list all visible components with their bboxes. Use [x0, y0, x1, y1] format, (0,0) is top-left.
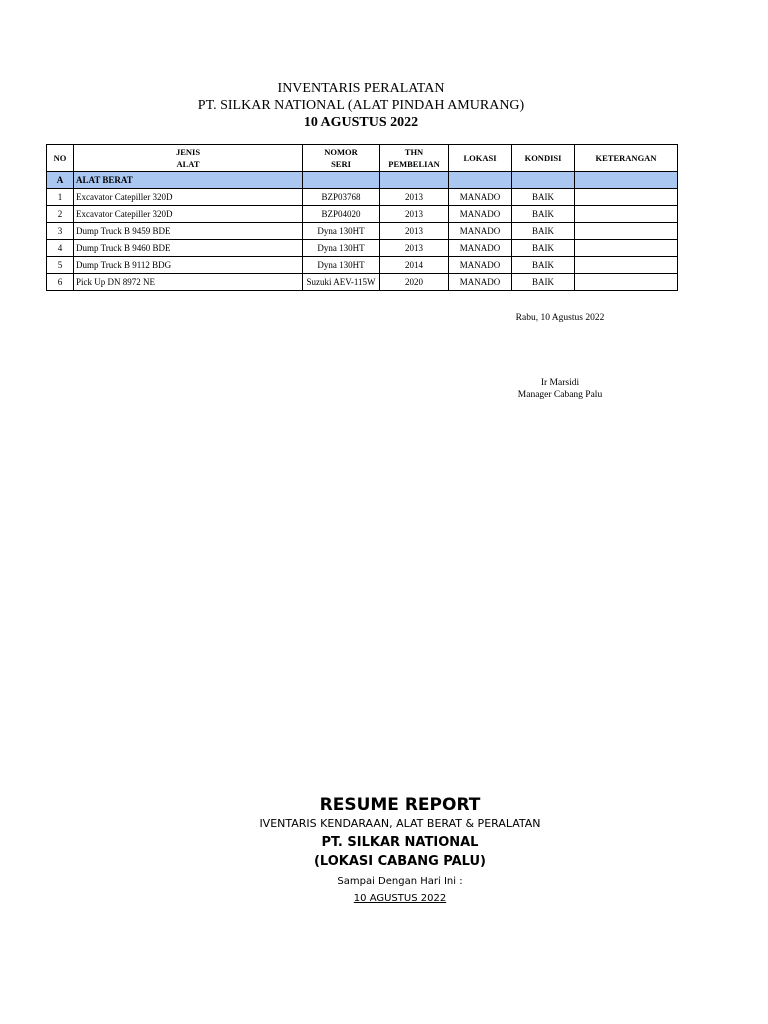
- cell-keterangan: [575, 240, 678, 257]
- document-title-block: [0, 80, 722, 131]
- cell-tahun: 2013: [380, 189, 449, 206]
- cell-no: 3: [47, 223, 74, 240]
- cell-jenis: Pick Up DN 8972 NE: [74, 274, 303, 291]
- col-header-tahun-line2: PEMBELIAN: [388, 159, 440, 169]
- resume-company: PT. SILKAR NATIONAL: [321, 835, 479, 850]
- cell-kondisi: BAIK: [512, 274, 575, 291]
- section-empty-cell: [575, 172, 678, 189]
- document-date: 10 AGUSTUS 2022: [303, 115, 419, 130]
- signature-block: [480, 377, 640, 401]
- cell-tahun: 2013: [380, 206, 449, 223]
- cell-lokasi: MANADO: [449, 274, 512, 291]
- cell-tahun: 2014: [380, 257, 449, 274]
- cell-tahun: 2020: [380, 274, 449, 291]
- col-header-nomor-line1: NOMOR: [324, 147, 358, 157]
- cell-jenis: Excavator Catepiller 320D: [74, 206, 303, 223]
- section-empty-cell: [380, 172, 449, 189]
- cell-kondisi: BAIK: [512, 189, 575, 206]
- col-header-kondisi: KONDISI: [512, 145, 575, 172]
- section-empty-cell: [512, 172, 575, 189]
- cell-keterangan: [575, 223, 678, 240]
- cell-no: 5: [47, 257, 74, 274]
- col-header-jenis-line1: JENIS: [175, 147, 201, 157]
- resume-date: 10 AGUSTUS 2022: [353, 893, 447, 904]
- cell-seri: Dyna 130HT: [303, 240, 380, 257]
- cell-kondisi: BAIK: [512, 240, 575, 257]
- col-header-jenis-line2: ALAT: [176, 159, 200, 169]
- signatory-name: Ir Marsidi: [540, 378, 580, 388]
- cell-lokasi: MANADO: [449, 189, 512, 206]
- resume-date-wrap: [0, 892, 768, 906]
- inventory-table: [46, 144, 678, 291]
- cell-no: 1: [47, 189, 74, 206]
- cell-seri: Dyna 130HT: [303, 223, 380, 240]
- cell-kondisi: BAIK: [512, 257, 575, 274]
- col-header-tahun: [380, 145, 449, 172]
- cell-kondisi: BAIK: [512, 206, 575, 223]
- cell-tahun: 2013: [380, 223, 449, 240]
- company-subtitle: PT. SILKAR NATIONAL (ALAT PINDAH AMURANG): [197, 98, 525, 113]
- cell-keterangan: [575, 274, 678, 291]
- cell-seri: BZP04020: [303, 206, 380, 223]
- cell-seri: Dyna 130HT: [303, 257, 380, 274]
- section-empty-cell: [303, 172, 380, 189]
- cell-jenis: Excavator Catepiller 320D: [74, 189, 303, 206]
- col-header-tahun-line1: THN: [404, 147, 424, 157]
- resume-subtitle: IVENTARIS KENDARAAN, ALAT BERAT & PERALATAN: [259, 817, 541, 830]
- table-row: [47, 240, 678, 257]
- col-header-jenis: [74, 145, 303, 172]
- cell-jenis: Dump Truck B 9112 BDG: [74, 257, 303, 274]
- col-header-lokasi: LOKASI: [449, 145, 512, 172]
- cell-lokasi: MANADO: [449, 223, 512, 240]
- cell-no: 2: [47, 206, 74, 223]
- section-row: [47, 172, 678, 189]
- section-code: A: [47, 172, 74, 189]
- resume-until-label: Sampai Dengan Hari Ini :: [337, 876, 463, 887]
- cell-keterangan: [575, 189, 678, 206]
- resume-report-block: [0, 795, 768, 906]
- signatory-position: Manager Cabang Palu: [517, 390, 603, 400]
- cell-lokasi: MANADO: [449, 257, 512, 274]
- cell-lokasi: MANADO: [449, 240, 512, 257]
- table-header-row: [47, 145, 678, 172]
- cell-tahun: 2013: [380, 240, 449, 257]
- cell-seri: Suzuki AEV-115W: [303, 274, 380, 291]
- table-row: [47, 274, 678, 291]
- resume-title: RESUME REPORT: [319, 795, 481, 815]
- col-header-keterangan: KETERANGAN: [575, 145, 678, 172]
- section-empty-cell: [449, 172, 512, 189]
- cell-no: 6: [47, 274, 74, 291]
- cell-seri: BZP03768: [303, 189, 380, 206]
- table-row: [47, 189, 678, 206]
- col-header-no: NO: [47, 145, 74, 172]
- cell-keterangan: [575, 257, 678, 274]
- cell-no: 4: [47, 240, 74, 257]
- resume-location: (LOKASI CABANG PALU): [313, 854, 487, 869]
- signature-date: Rabu, 10 Agustus 2022: [515, 313, 605, 323]
- table-row: [47, 206, 678, 223]
- cell-lokasi: MANADO: [449, 206, 512, 223]
- cell-kondisi: BAIK: [512, 223, 575, 240]
- section-name: ALAT BERAT: [74, 172, 303, 189]
- document-title: INVENTARIS PERALATAN: [277, 81, 445, 96]
- table-row: [47, 257, 678, 274]
- cell-jenis: Dump Truck B 9459 BDE: [74, 223, 303, 240]
- table-row: [47, 223, 678, 240]
- cell-jenis: Dump Truck B 9460 BDE: [74, 240, 303, 257]
- col-header-nomor-line2: SERI: [331, 159, 351, 169]
- col-header-nomor: [303, 145, 380, 172]
- cell-keterangan: [575, 206, 678, 223]
